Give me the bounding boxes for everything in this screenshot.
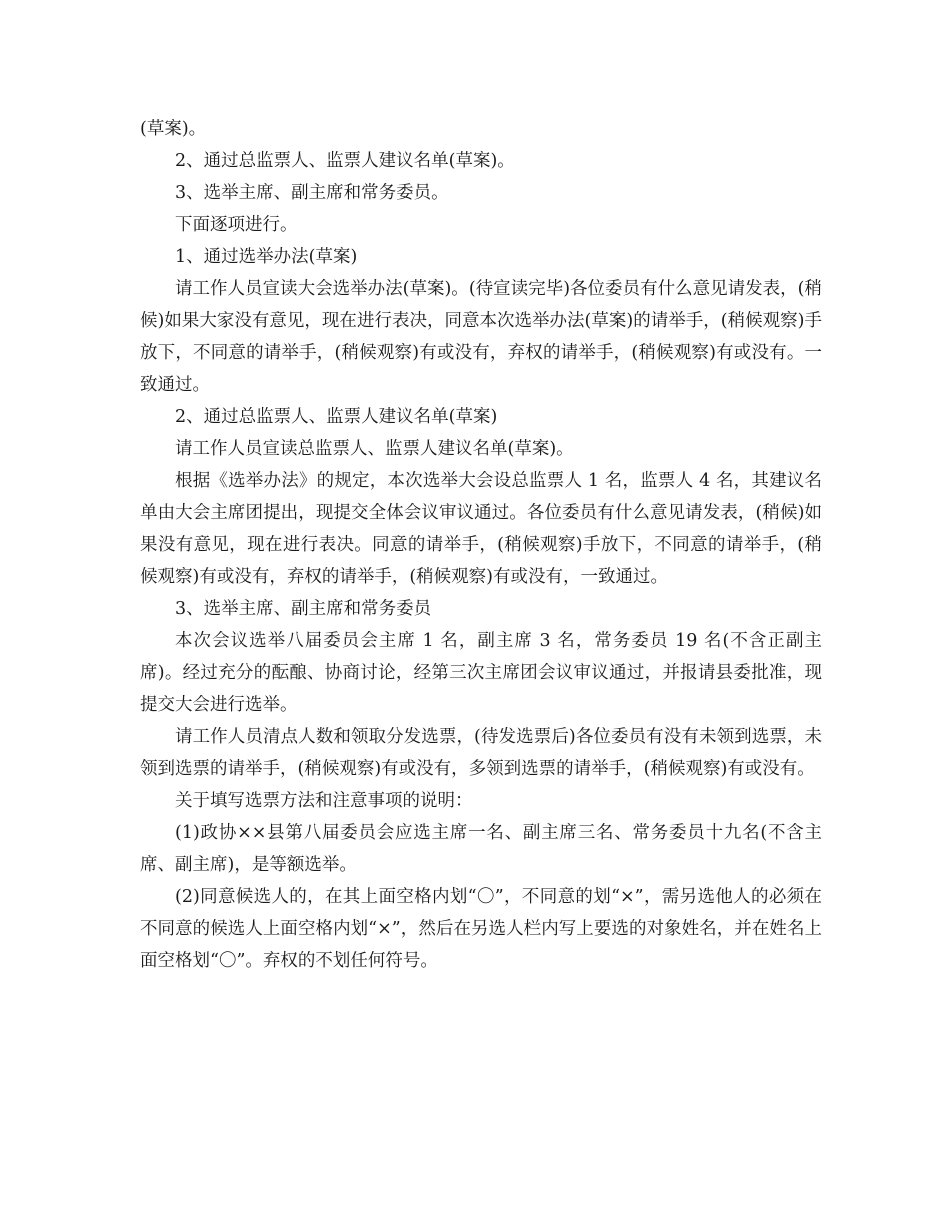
section-heading: 3、选举主席、副主席和常务委员 bbox=[175, 599, 432, 619]
paragraph: 3、选举主席、副主席和常务委员。 bbox=[175, 183, 449, 203]
section-heading: 2、通过总监票人、监票人建议名单(草案) bbox=[175, 407, 498, 427]
paragraph: 请工作人员宣读总监票人、监票人建议名单(草案)。 bbox=[175, 439, 574, 459]
list-item: (2)同意候选人的，在其上面空格内划“〇”，不同意的划“×”，需另选他人的必须在不同意的候选人上面空格内划“×”，然后在另选人栏内写上要选的对象姓名，并在姓名上面空格划“〇”。弃权的不划任何符号。 bbox=[140, 887, 822, 971]
section-heading: 1、通过选举办法(草案) bbox=[175, 247, 358, 267]
paragraph: 根据《选举办法》的规定，本次选举大会设总监票人 1 名，监票人 4 名，其建议名单由大会主席团提出，现提交全体会议审议通过。各位委员有什么意见请发表，(稍候)如果没有意见，现在进行表决。同意的请举手，(稍候观察)手放下，不同意的请举手，(稍候观察)有或没有，弃权的请举手，(稍候观察)有或没有，一致通过。 bbox=[140, 471, 822, 587]
paragraph: (草案)。 bbox=[140, 119, 207, 139]
document-body bbox=[140, 113, 822, 977]
list-item: (1)政协××县第八届委员会应选主席一名、副主席三名、常务委员十九名(不含主席、副主席)，是等额选举。 bbox=[140, 823, 822, 875]
paragraph: 请工作人员清点人数和领取分发选票，(待发选票后)各位委员有没有未领到选票，未领到选票的请举手，(稍候观察)有或没有，多领到选票的请举手，(稍候观察)有或没有。 bbox=[140, 727, 822, 779]
paragraph: 本次会议选举八届委员会主席 1 名，副主席 3 名，常务委员 19 名(不含正副主席)。经过充分的酝酿、协商讨论，经第三次主席团会议审议通过，并报请县委批准，现提交大会进行选举。 bbox=[140, 631, 822, 715]
paragraph: 2、通过总监票人、监票人建议名单(草案)。 bbox=[175, 151, 515, 171]
paragraph: 请工作人员宣读大会选举办法(草案)。(待宣读完毕)各位委员有什么意见请发表，(稍候)如果大家没有意见，现在进行表决，同意本次选举办法(草案)的请举手，(稍候观察)手放下，不同意的请举手，(稍候观察)有或没有，弃权的请举手，(稍候观察)有或没有。一致通过。 bbox=[140, 279, 822, 395]
paragraph: 关于填写选票方法和注意事项的说明： bbox=[175, 791, 473, 811]
paragraph: 下面逐项进行。 bbox=[175, 215, 298, 235]
